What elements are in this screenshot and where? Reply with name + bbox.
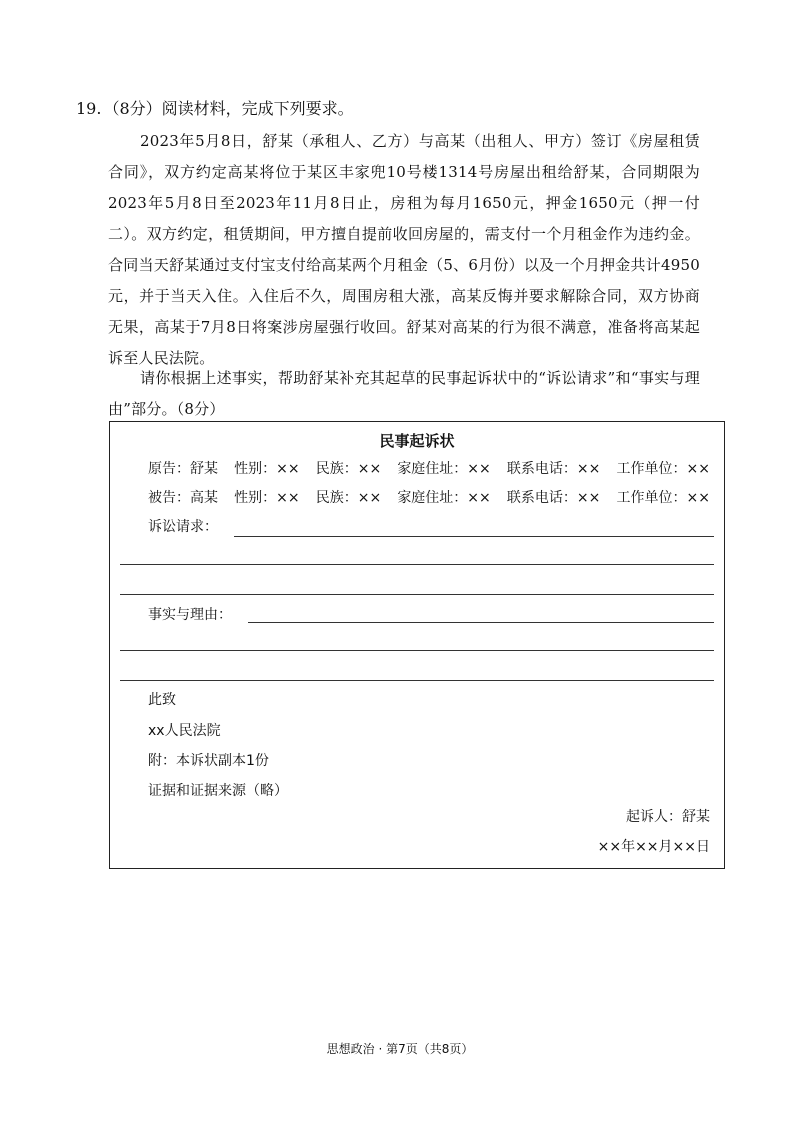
signer: 起诉人：舒某	[626, 809, 710, 825]
defendant-ethnicity: 民族：××	[315, 490, 382, 506]
plaintiff-row	[148, 458, 710, 480]
closing-evidence: 证据和证据来源（略）	[148, 783, 288, 799]
defendant-work: 工作单位：××	[616, 490, 710, 506]
plaintiff-address: 家庭住址：××	[397, 461, 491, 477]
plaintiff-ethnicity: 民族：××	[315, 461, 382, 477]
claims-label: 诉讼请求：	[148, 519, 218, 535]
defendant-row	[148, 487, 710, 509]
defendant-phone: 联系电话：××	[506, 490, 601, 506]
complaint-form	[109, 421, 725, 869]
signed-date: ××年××月××日	[597, 839, 710, 855]
claims-answer-line-3[interactable]	[120, 594, 714, 595]
facts-label: 事实与理由：	[148, 607, 232, 623]
defendant-gender: 性别：××	[234, 490, 300, 506]
closing-court: xx人民法院	[148, 723, 221, 739]
claims-answer-line-2[interactable]	[120, 564, 714, 565]
plaintiff-phone: 联系电话：××	[506, 461, 601, 477]
form-title: 民事起诉状	[379, 432, 455, 450]
page-footer: 思想政治 · 第7页（共8页）	[326, 1042, 474, 1056]
defendant-address: 家庭住址：××	[397, 490, 491, 506]
facts-answer-line[interactable]	[248, 622, 714, 623]
plaintiff-work: 工作单位：××	[616, 461, 710, 477]
closing-attachment: 附：本诉状副本1份	[148, 753, 269, 769]
facts-answer-line-2[interactable]	[120, 650, 714, 651]
plaintiff-role: 原告：舒某	[148, 461, 218, 477]
material-paragraph: 2023年5月8日，舒某（承租人、乙方）与高某（出租人、甲方）签订《房屋租赁合同》，双方约定高某将位于某区丰家兜10号楼1314号房屋出租给舒某，合同期限为2023年5月8日至2023年11月8日止，房租为每月1650元，押金1650元（押一付二）。双方约定，租赁期间，甲方擅自提前收回房屋的，需支付一个月租金作为违约金。合同当天舒某通过支付宝支付给高某两个月租金（5、6月份）以及一个月押金共计4950元，并于当天入住。入住后不久，周围房租大涨，高某反悔并要求解除合同，双方协商无果，高某于7月8日将案涉房屋强行收回。舒某对高某的行为很不满意，准备将高某起诉至人民法院。	[108, 132, 700, 367]
question-prompt: （8分）阅读材料，完成下列要求。	[103, 99, 354, 118]
defendant-role: 被告：高某	[148, 490, 218, 506]
question-number: 19.	[76, 99, 102, 118]
task-paragraph: 请你根据上述事实，帮助舒某补充其起草的民事起诉状中的“诉讼请求”和“事实与理由”部分。（8分）	[108, 369, 700, 418]
facts-answer-line-3[interactable]	[120, 680, 714, 681]
claims-answer-line[interactable]	[234, 536, 714, 537]
question-header	[76, 98, 354, 120]
closing-to: 此致	[148, 692, 176, 708]
plaintiff-gender: 性别：××	[234, 461, 300, 477]
